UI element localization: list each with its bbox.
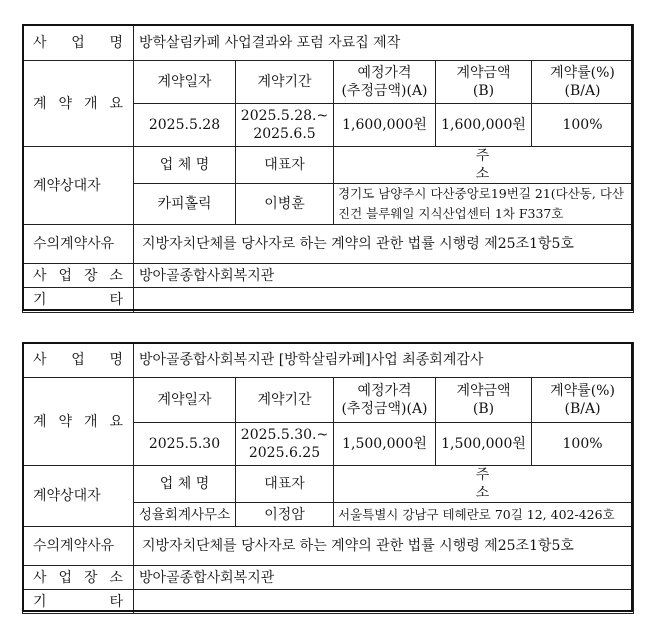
project-label: 사 업 명 xyxy=(23,25,134,61)
contract-date: 2025.5.30 xyxy=(134,423,236,466)
site-value: 방아골종합사회복지관 xyxy=(134,264,634,288)
project-name: 방아골종합사회복지관 [방학살림카페]사업 최종회계감사 xyxy=(134,343,634,378)
col-contract-period: 계약기간 xyxy=(236,61,334,104)
col-estimated-price xyxy=(334,61,436,104)
site-value: 방아골종합사회복지관 xyxy=(134,566,634,590)
col-estimated-price xyxy=(334,378,436,423)
etc-label: 기 타 xyxy=(23,590,134,614)
representative: 이병훈 xyxy=(236,184,334,225)
etc-label: 기 타 xyxy=(23,288,134,313)
col-contract-amount xyxy=(436,61,532,104)
etc-value xyxy=(134,288,634,313)
overview-label: 계 약 개 요 xyxy=(23,378,134,466)
contract-amount: 1,500,000원 xyxy=(436,423,532,466)
reason-text: 지방자치단체를 당사자로 하는 계약의 관한 법률 시행령 제25조1항5호 xyxy=(134,225,634,264)
site-label: 사 업 장 소 xyxy=(23,566,134,590)
col-contract-date: 계약일자 xyxy=(134,378,236,423)
col-estimated-price-line2: (추정금액)(A) xyxy=(341,401,428,417)
reason-label: 수의계약사유 xyxy=(23,527,134,566)
project-label: 사 업 명 xyxy=(23,343,134,378)
col-representative: 대표자 xyxy=(236,466,334,503)
contract-date: 2025.5.28 xyxy=(134,104,236,147)
col-contract-amount-line1: 계약금액 xyxy=(456,383,511,399)
overview-label: 계 약 개 요 xyxy=(23,61,134,147)
party-label: 계약상대자 xyxy=(23,147,134,225)
col-address: 주 소 xyxy=(334,466,634,503)
site-label: 사 업 장 소 xyxy=(23,264,134,288)
representative: 이정암 xyxy=(236,503,334,527)
col-estimated-price-line1: 예정가격 xyxy=(357,383,412,399)
contract-period-start: 2025.5.30.~ xyxy=(240,427,329,443)
address: 경기도 남양주시 다산중앙로19번길 21(다산동, 다산진건 블루웨일 지식산업센터 1차 F337호 xyxy=(334,184,634,225)
company-name: 성율회계사무소 xyxy=(134,503,236,527)
col-contract-period: 계약기간 xyxy=(236,378,334,423)
company-name: 카피홀릭 xyxy=(134,184,236,225)
reason-label: 수의계약사유 xyxy=(23,225,134,264)
project-name: 방학살림카페 사업결과와 포럼 자료집 제작 xyxy=(134,25,634,61)
etc-value xyxy=(134,590,634,614)
contract-period-end: 2025.6.5 xyxy=(253,126,316,142)
col-address: 주 소 xyxy=(334,147,634,184)
contract-rate: 100% xyxy=(532,104,634,147)
party-label: 계약상대자 xyxy=(23,466,134,527)
col-contract-rate xyxy=(532,378,634,423)
col-company-name: 업 체 명 xyxy=(134,466,236,503)
col-company-name: 업 체 명 xyxy=(134,147,236,184)
col-contract-amount-line2: (B) xyxy=(472,401,495,417)
col-estimated-price-line2: (추정금액)(A) xyxy=(341,83,428,99)
col-contract-rate-line1: 계약률(%) xyxy=(550,383,615,399)
col-contract-amount xyxy=(436,378,532,423)
contract-table-1 xyxy=(22,24,634,313)
col-contract-date: 계약일자 xyxy=(134,61,236,104)
col-contract-rate-line2: (B/A) xyxy=(564,83,601,99)
contract-period xyxy=(236,423,334,466)
contract-period-start: 2025.5.28.~ xyxy=(240,108,329,124)
col-contract-rate xyxy=(532,61,634,104)
reason-text: 지방자치단체를 당사자로 하는 계약의 관한 법률 시행령 제25조1항5호 xyxy=(134,527,634,566)
col-contract-amount-line1: 계약금액 xyxy=(456,65,511,81)
estimated-price: 1,500,000원 xyxy=(334,423,436,466)
col-contract-rate-line1: 계약률(%) xyxy=(550,65,615,81)
contract-amount: 1,600,000원 xyxy=(436,104,532,147)
contract-rate: 100% xyxy=(532,423,634,466)
col-contract-amount-line2: (B) xyxy=(472,83,495,99)
estimated-price: 1,600,000원 xyxy=(334,104,436,147)
col-estimated-price-line1: 예정가격 xyxy=(357,65,412,81)
col-contract-rate-line2: (B/A) xyxy=(564,401,601,417)
contract-table-2 xyxy=(22,342,634,614)
address: 서울특별시 강남구 테헤란로 70길 12, 402-426호 xyxy=(334,503,634,527)
contract-period-end: 2025.6.25 xyxy=(248,445,321,461)
contract-period xyxy=(236,104,334,147)
col-representative: 대표자 xyxy=(236,147,334,184)
